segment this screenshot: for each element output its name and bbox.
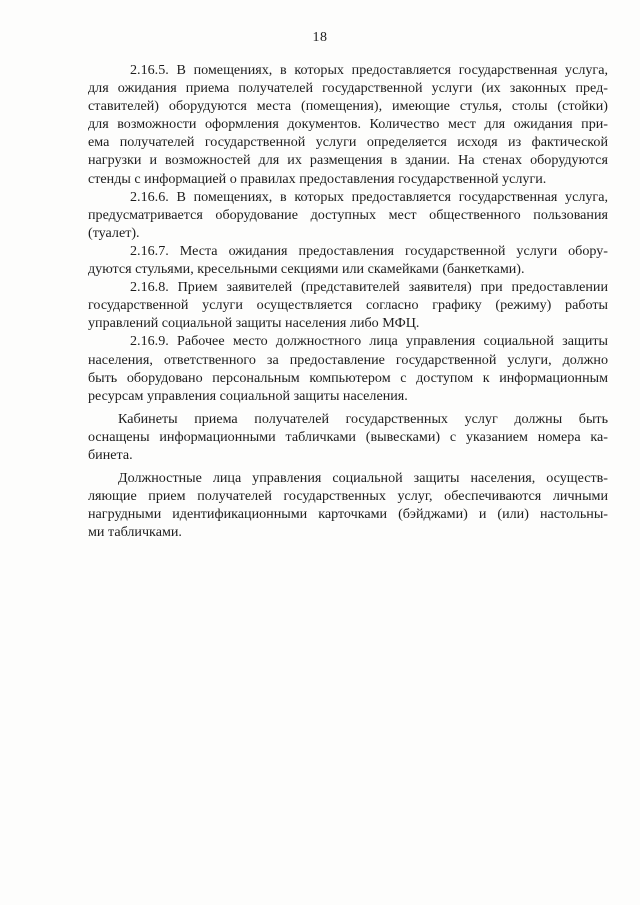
text-line: для ожидания приема получателей государственной услуги (их законных пред- — [88, 80, 608, 97]
text-line: для возможности оформления документов. Количество мест для ожидания при- — [88, 116, 608, 133]
text-line: нагрузки и возможностей для их размещения в здании. На стенах оборудуются — [88, 152, 608, 169]
paragraph — [88, 469, 608, 541]
text-line: оснащены информационными табличками (вывесками) с указанием номера ка- — [88, 428, 608, 445]
paragraph — [88, 410, 608, 464]
text-line: Кабинеты приема получателей государственных услуг должны быть — [118, 410, 608, 427]
paragraph — [88, 188, 608, 242]
text-line: государственной услуги осуществляется согласно графику (режиму) работы — [88, 297, 608, 314]
paragraph — [88, 332, 608, 404]
text-line: населения, ответственного за предоставление государственной услуги, должно — [88, 351, 608, 368]
text-line: ставителей) оборудуются места (помещения), имеющие стулья, столы (стойки) — [88, 98, 608, 115]
text-line: 2.16.6. В помещениях, в которых предоставляется государственная услуга, — [130, 188, 608, 205]
text-line: ресурсам управления социальной защиты населения. — [88, 387, 408, 404]
text-line: нагрудными идентификационными карточками (бэйджами) и (или) настольны- — [88, 506, 608, 523]
text-line: (туалет). — [88, 224, 140, 241]
text-line: 2.16.9. Рабочее место должностного лица управления социальной защиты — [130, 333, 608, 350]
text-line: дуются стульями, кресельными секциями или скамейками (банкетками). — [88, 261, 525, 278]
text-line: 2.16.7. Места ожидания предоставления государственной услуги обору- — [130, 242, 608, 259]
text-line: бинета. — [88, 446, 133, 463]
text-line: стенды с информацией о правилах предоставления государственной услуги. — [88, 170, 547, 187]
text-line: Должностные лица управления социальной защиты населения, осуществ- — [118, 470, 608, 487]
text-line: ми табличками. — [88, 524, 182, 541]
paragraph — [88, 242, 608, 278]
text-line: предусматривается оборудование доступных мест общественного пользования — [88, 206, 608, 223]
document-body — [88, 61, 608, 541]
paragraph — [88, 278, 608, 332]
text-line: 2.16.5. В помещениях, в которых предоставляется государственная услуга, — [130, 62, 608, 78]
text-line: 2.16.8. Прием заявителей (представителей заявителя) при предоставлении — [130, 279, 608, 296]
text-line: управлений социальной защиты населения либо МФЦ. — [88, 315, 420, 332]
text-line: быть оборудовано персональным компьютером с доступом к информационным — [88, 369, 608, 386]
text-line: ема получателей государственной услуги определяется исходя из фактической — [88, 134, 608, 151]
paragraph — [88, 61, 608, 188]
text-line: ляющие прием получателей государственных услуг, обеспечиваются личными — [88, 488, 608, 505]
page-number: 18 — [312, 30, 328, 45]
